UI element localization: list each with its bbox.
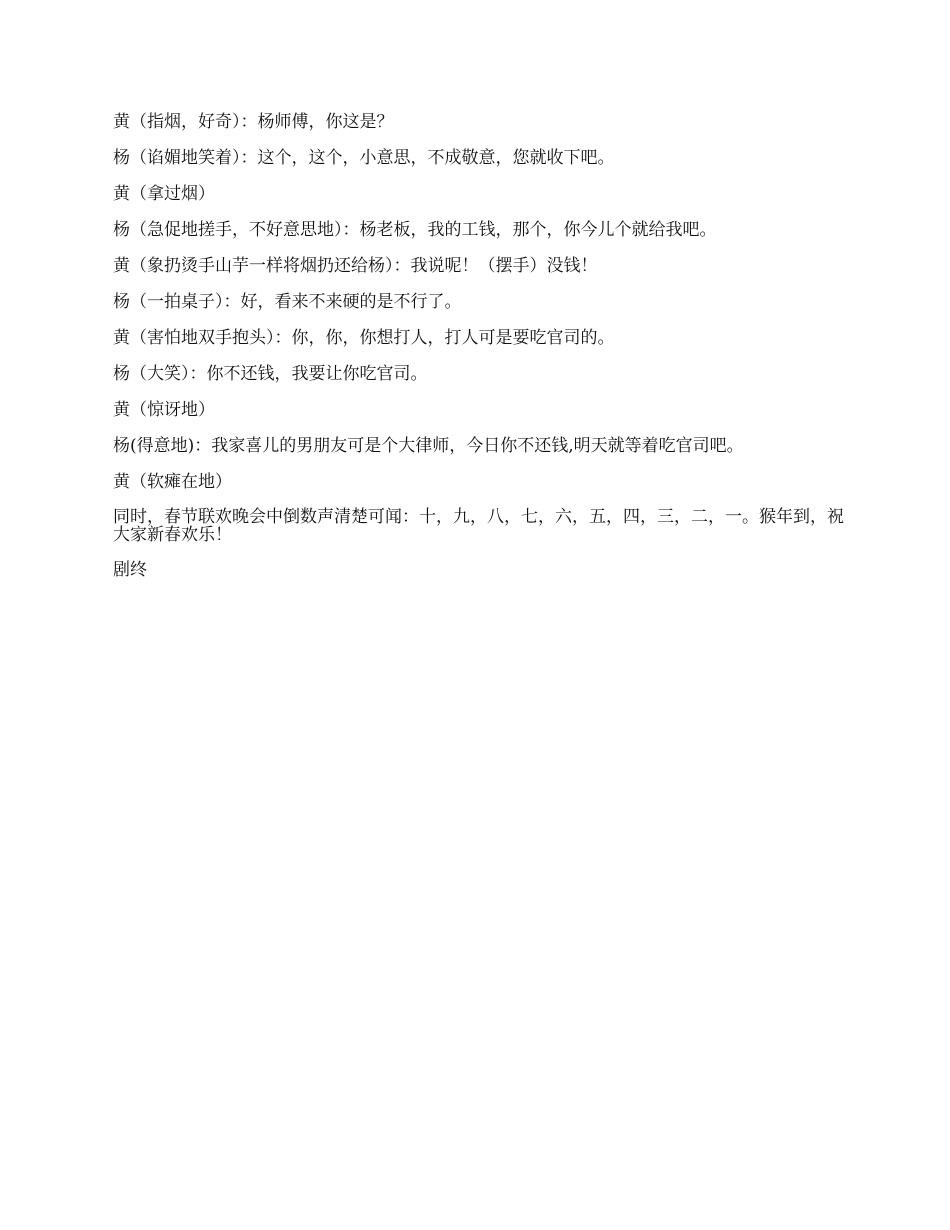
script-line-1: 黄（指烟，好奇）：杨师傅，你这是？ xyxy=(113,112,394,132)
script-line-3: 黄（拿过烟） xyxy=(113,184,215,204)
script-line-10: 杨(得意地)：我家喜儿的男朋友可是个大律师，今日你不还钱,明天就等着吃官司吧。 xyxy=(113,436,744,456)
script-line-6: 杨（一拍桌子）：好，看来不来硬的是不行了。 xyxy=(113,292,462,312)
script-line-12: 同时，春节联欢晚会中倒数声清楚可闻：十，九，八，七，六，五，四，三，二，一。猴年到，祝大家新春欢乐！ xyxy=(113,507,844,545)
script-line-11: 黄（软瘫在地） xyxy=(113,472,232,492)
script-line-2: 杨（谄媚地笑着）：这个，这个，小意思，不成敬意，您就收下吧。 xyxy=(113,148,615,168)
document-body xyxy=(113,112,848,596)
script-line-8: 杨（大笑）：你不还钱，我要让你吃官司。 xyxy=(113,364,428,384)
script-line-4: 杨（急促地搓手，不好意思地）：杨老板，我的工钱，那个，你今儿个就给我吧。 xyxy=(113,220,717,240)
script-line-5: 黄（象扔烫手山芋一样将烟扔还给杨）：我说呢！（摆手）没钱！ xyxy=(113,256,598,276)
script-end: 剧终 xyxy=(113,560,147,580)
script-line-9: 黄（惊讶地） xyxy=(113,400,215,420)
script-line-7: 黄（害怕地双手抱头）：你，你，你想打人，打人可是要吃官司的。 xyxy=(113,328,615,348)
